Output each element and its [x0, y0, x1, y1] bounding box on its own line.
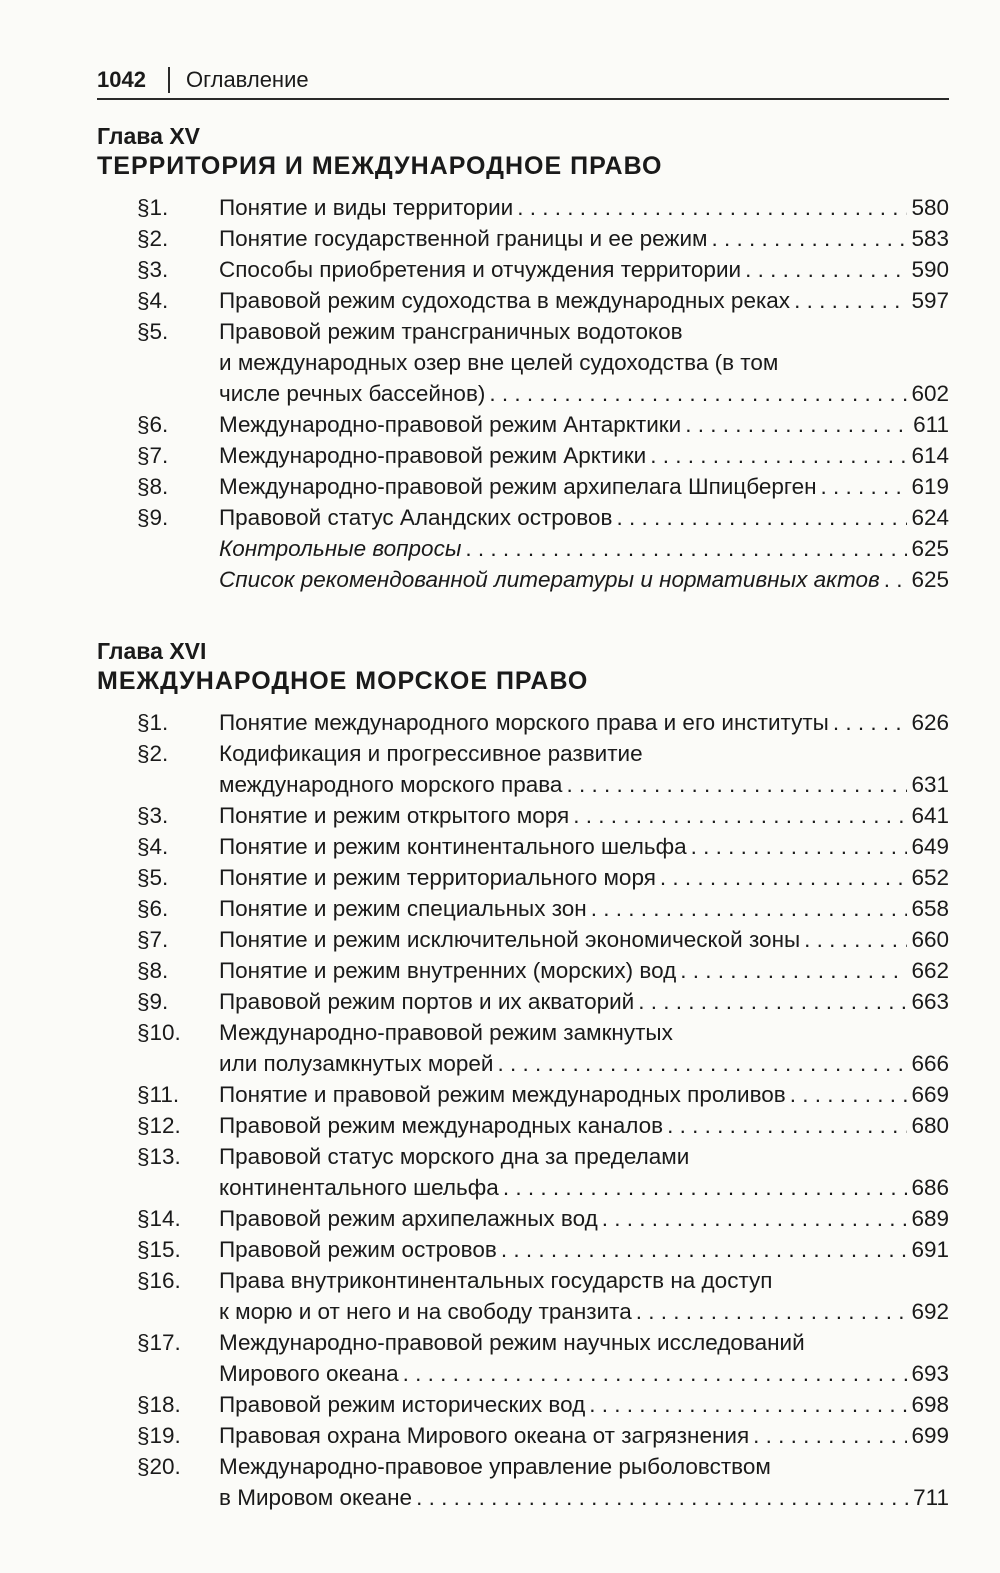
toc-entry-body: [219, 1017, 949, 1079]
toc-entry-number: §6.: [137, 412, 169, 437]
toc-entry-line: [219, 285, 949, 316]
dot-leader: [660, 862, 908, 893]
toc-entry-page: 631: [911, 772, 949, 797]
toc-entry-page: 663: [911, 989, 949, 1014]
toc-entry-number: §4.: [137, 834, 169, 859]
toc-entry-title: Кодификация и прогрессивное развитие: [219, 741, 643, 766]
chapter-title: ТЕРРИТОРИЯ И МЕЖДУНАРОДНОЕ ПРАВО: [97, 152, 663, 180]
toc-entry-page: 611: [913, 412, 949, 437]
toc-entry-number: §8.: [137, 474, 169, 499]
toc-entry-number: §2.: [137, 741, 169, 766]
toc-entry-body: [219, 1389, 949, 1420]
toc-entry-page: 658: [911, 896, 949, 921]
toc-entry-body: [219, 1265, 949, 1327]
chapter-label: Глава XV: [97, 123, 200, 149]
toc-entry-line: [219, 1017, 949, 1048]
toc-entry-line: [219, 471, 949, 502]
toc-entry-title: Понятие и виды территории: [219, 195, 514, 220]
toc-entry-page: 614: [911, 443, 949, 468]
toc-entry-title: Контрольные вопросы: [219, 536, 462, 561]
toc-page: [97, 62, 949, 1513]
toc-entry-body: [219, 893, 949, 924]
toc-entry-line: [219, 1265, 949, 1296]
dot-leader: [517, 192, 907, 223]
toc-entry-title: Международно-правовой режим научных исследований: [219, 1330, 805, 1355]
toc-entry-body: [219, 800, 949, 831]
dot-leader: [712, 223, 908, 254]
toc-entry-title: Понятие и режим территориального моря: [219, 865, 656, 890]
toc-entry-page: 652: [911, 865, 949, 890]
toc-entry-line: [219, 862, 949, 893]
toc-entry-number: §18.: [137, 1392, 181, 1417]
toc-entry-title: Правовой режим островов: [219, 1237, 497, 1262]
toc-entry-page: 692: [911, 1299, 949, 1324]
toc-entry-number: §14.: [137, 1206, 181, 1231]
dot-leader: [465, 533, 907, 564]
toc-entry-body: [219, 533, 949, 564]
toc-entry-page: 686: [911, 1175, 949, 1200]
toc-entry-title: Понятие международного морского права и его институты: [219, 710, 829, 735]
toc-entry-line: [219, 1141, 949, 1172]
toc-entry-line: [219, 254, 949, 285]
dot-leader: [821, 471, 908, 502]
dot-leader: [680, 955, 907, 986]
toc-entry[interactable]: [97, 1203, 949, 1234]
toc-entry-body: [219, 1110, 949, 1141]
dot-leader: [790, 1079, 908, 1110]
toc-entry-line: [219, 1048, 949, 1079]
toc-entry[interactable]: [97, 1141, 949, 1203]
toc-entry-body: [219, 1451, 949, 1513]
toc-entry-number: §9.: [137, 989, 169, 1014]
toc-entry[interactable]: [97, 192, 949, 223]
dot-leader: [691, 831, 908, 862]
toc-entry-title: или полузамкнутых морей: [219, 1051, 494, 1076]
dot-leader: [685, 409, 909, 440]
dot-leader: [650, 440, 907, 471]
toc-entry-title: Правовой статус Аландских островов: [219, 505, 613, 530]
toc-entry-title: к морю и от него и на свободу транзита: [219, 1299, 632, 1324]
toc-entry-line: [219, 924, 949, 955]
toc-entry-page: 662: [911, 958, 949, 983]
toc-entry-title: международного морского права: [219, 772, 563, 797]
toc-entry-number: §2.: [137, 226, 169, 251]
toc-entry-line: [219, 1358, 949, 1389]
toc-entry-body: [219, 409, 949, 440]
toc-entry-page: 669: [911, 1082, 949, 1107]
toc-entry-line: [219, 1203, 949, 1234]
dot-leader: [745, 254, 907, 285]
toc-entry-number: §12.: [137, 1113, 181, 1138]
toc-entry-number: §7.: [137, 443, 169, 468]
toc-entry[interactable]: [97, 502, 949, 533]
toc-entry-number: §10.: [137, 1020, 181, 1045]
toc-entry-page: 602: [911, 381, 949, 406]
toc-entry-line: [219, 347, 949, 378]
toc-entry-title: Правовой режим исторических вод: [219, 1392, 586, 1417]
toc-entry[interactable]: [97, 409, 949, 440]
toc-entry-body: [219, 738, 949, 800]
toc-entry-title: Правовой режим международных каналов: [219, 1113, 664, 1138]
toc-entry-body: [219, 831, 949, 862]
chapter-1: [97, 122, 949, 595]
toc-entry-title: Понятие и правовой режим международных проливов: [219, 1082, 786, 1107]
toc-entry-title: Понятие и режим специальных зон: [219, 896, 587, 921]
toc-entry-page: 641: [911, 803, 949, 828]
toc-entry-page: 626: [911, 710, 949, 735]
dot-leader: [501, 1234, 908, 1265]
toc-entry[interactable]: [97, 440, 949, 471]
toc-entry-body: [219, 707, 949, 738]
toc-entry-line: [219, 986, 949, 1017]
toc-entry-page: 625: [911, 536, 949, 561]
toc-entry[interactable]: [97, 1389, 949, 1420]
toc-entry[interactable]: [97, 1234, 949, 1265]
toc-entry-title: Понятие и режим внутренних (морских) вод: [219, 958, 677, 983]
toc-entry-body: [219, 1327, 949, 1389]
toc-entry-page: 580: [911, 195, 949, 220]
toc-entry-line: [219, 1172, 949, 1203]
toc-entry[interactable]: [97, 955, 949, 986]
dot-leader: [503, 1172, 908, 1203]
toc-entry-number: §11.: [137, 1082, 180, 1107]
toc-entry-line: [219, 1327, 949, 1358]
toc-entry-number: §16.: [137, 1268, 181, 1293]
toc-entry[interactable]: [97, 254, 949, 285]
toc-entry-number: §20.: [137, 1454, 181, 1479]
toc-entry-page: 680: [911, 1113, 949, 1138]
toc-entry[interactable]: [97, 831, 949, 862]
toc-entry-page: 698: [911, 1392, 949, 1417]
toc-entry-line: [219, 409, 949, 440]
toc-entry-line: [219, 1234, 949, 1265]
dot-leader: [638, 986, 907, 1017]
toc-entry-number: §6.: [137, 896, 169, 921]
toc-entry-page: 649: [911, 834, 949, 859]
toc-entry-title: Международно-правовой режим архипелага Шпицберген: [219, 474, 817, 499]
toc-entry[interactable]: [97, 862, 949, 893]
toc-entry-title: Способы приобретения и отчуждения территории: [219, 257, 742, 282]
toc-entry-title: континентального шельфа: [219, 1175, 499, 1200]
toc-entry-page: 597: [911, 288, 949, 313]
chapter-title: МЕЖДУНАРОДНОЕ МОРСКОЕ ПРАВО: [97, 667, 589, 695]
toc-entry-number: §5.: [137, 319, 169, 344]
toc-entry[interactable]: [97, 1079, 949, 1110]
toc-entry-title: Правовой режим трансграничных водотоков: [219, 319, 683, 344]
toc-entry[interactable]: [97, 707, 949, 738]
toc-entry[interactable]: [97, 738, 949, 800]
toc-entry[interactable]: [97, 800, 949, 831]
toc-entry-body: [219, 862, 949, 893]
toc-entry-line: [219, 831, 949, 862]
chapter-2: [97, 637, 949, 1513]
running-head: [97, 62, 949, 100]
toc-entry-body: [219, 254, 949, 285]
toc-entry-page: 689: [911, 1206, 949, 1231]
section-title: Оглавление: [185, 67, 309, 92]
toc-entry-line: [219, 223, 949, 254]
toc-entry-body: [219, 1420, 949, 1451]
toc-entry-body: [219, 1079, 949, 1110]
toc-list: [97, 707, 949, 1513]
toc-entry-title: числе речных бассейнов): [219, 381, 486, 406]
toc-entry-page: 583: [911, 226, 949, 251]
dot-leader: [416, 1482, 909, 1513]
toc-entry-title: Правовая охрана Мирового океана от загрязнения: [219, 1423, 750, 1448]
dot-leader: [489, 378, 907, 409]
toc-entry-line: [219, 1110, 949, 1141]
toc-entry-line: [219, 378, 949, 409]
toc-entry-number: §7.: [137, 927, 169, 952]
toc-entry[interactable]: [97, 285, 949, 316]
toc-entry-line: [219, 1482, 949, 1513]
toc-entry-number: §17.: [137, 1330, 181, 1355]
toc-entry-line: [219, 1451, 949, 1482]
toc-entry-line: [219, 1296, 949, 1327]
toc-entry-title: Понятие государственной границы и ее режим: [219, 226, 708, 251]
toc-entry-page: 693: [911, 1361, 949, 1386]
toc-entry-title: Понятие и режим исключительной экономической зоны: [219, 927, 801, 952]
toc-entry-line: [219, 707, 949, 738]
toc-entry-body: [219, 986, 949, 1017]
chapters-container: [97, 122, 949, 1513]
toc-entry-title: и международных озер вне целей судоходства (в том: [219, 350, 779, 375]
toc-entry-body: [219, 192, 949, 223]
toc-entry-page: 619: [911, 474, 949, 499]
toc-list: [97, 192, 949, 595]
toc-entry-number: §3.: [137, 803, 169, 828]
dot-leader: [667, 1110, 907, 1141]
toc-entry-number: §3.: [137, 257, 169, 282]
toc-entry-page: 691: [911, 1237, 949, 1262]
toc-entry-body: [219, 1141, 949, 1203]
toc-entry-body: [219, 316, 949, 409]
toc-entry-page: 711: [913, 1485, 949, 1510]
toc-entry-number: [97, 533, 219, 564]
toc-entry[interactable]: [97, 564, 949, 595]
toc-entry-body: [219, 1203, 949, 1234]
toc-entry-title: Понятие и режим открытого моря: [219, 803, 570, 828]
toc-entry-body: [219, 440, 949, 471]
toc-entry-number: §1.: [137, 195, 169, 220]
toc-entry-number: §1.: [137, 710, 169, 735]
toc-entry-line: [219, 440, 949, 471]
toc-entry-line: [219, 955, 949, 986]
toc-entry[interactable]: [97, 893, 949, 924]
dot-leader: [566, 769, 907, 800]
toc-entry[interactable]: [97, 1451, 949, 1513]
toc-entry-page: 624: [911, 505, 949, 530]
dot-leader: [884, 564, 908, 595]
dot-leader: [591, 893, 908, 924]
toc-entry-number: §9.: [137, 505, 169, 530]
toc-entry-title: Международно-правовое управление рыболовством: [219, 1454, 771, 1479]
toc-entry-body: [219, 1234, 949, 1265]
toc-entry[interactable]: [97, 1420, 949, 1451]
toc-entry-number: §15.: [137, 1237, 181, 1262]
dot-leader: [589, 1389, 907, 1420]
toc-entry-body: [219, 502, 949, 533]
toc-entry[interactable]: [97, 471, 949, 502]
toc-entry-line: [219, 533, 949, 564]
toc-entry-number: §4.: [137, 288, 169, 313]
toc-entry[interactable]: [97, 533, 949, 564]
toc-entry-title: Мирового океана: [219, 1361, 399, 1386]
chapter-label: Глава XVI: [97, 638, 207, 664]
toc-entry[interactable]: [97, 1265, 949, 1327]
toc-entry-number: §8.: [137, 958, 169, 983]
toc-entry-title: Права внутриконтинентальных государств на доступ: [219, 1268, 773, 1293]
toc-entry[interactable]: [97, 223, 949, 254]
toc-entry-line: [219, 893, 949, 924]
toc-entry[interactable]: [97, 1327, 949, 1389]
toc-entry-body: [219, 924, 949, 955]
toc-entry-line: [219, 1420, 949, 1451]
toc-entry-title: Правовой режим архипелажных вод: [219, 1206, 598, 1231]
toc-entry[interactable]: [97, 316, 949, 409]
toc-entry-body: [219, 564, 949, 595]
dot-leader: [497, 1048, 907, 1079]
toc-entry-title: Международно-правовой режим Антарктики: [219, 412, 682, 437]
dot-leader: [602, 1203, 908, 1234]
toc-entry-page: 590: [911, 257, 949, 282]
page-number: 1042: [97, 67, 146, 92]
toc-entry-number: §13.: [137, 1144, 181, 1169]
toc-entry-body: [219, 471, 949, 502]
toc-entry-title: Правовой режим портов и их акваторий: [219, 989, 635, 1014]
toc-entry-title: Правовой статус морского дна за пределами: [219, 1144, 690, 1169]
dot-leader: [804, 924, 907, 955]
dot-leader: [794, 285, 907, 316]
toc-entry-title: Понятие и режим континентального шельфа: [219, 834, 687, 859]
dot-leader: [753, 1420, 907, 1451]
toc-entry-number: §5.: [137, 865, 169, 890]
toc-entry-number: [97, 564, 219, 595]
toc-entry-title: Международно-правовой режим замкнутых: [219, 1020, 673, 1045]
toc-entry-line: [219, 738, 949, 769]
toc-entry-line: [219, 192, 949, 223]
toc-entry-line: [219, 1389, 949, 1420]
toc-entry-line: [219, 1079, 949, 1110]
toc-entry-page: 625: [911, 567, 949, 592]
dot-leader: [833, 707, 908, 738]
toc-entry-body: [219, 285, 949, 316]
toc-entry[interactable]: [97, 986, 949, 1017]
dot-leader: [403, 1358, 908, 1389]
dot-leader: [616, 502, 907, 533]
toc-entry-line: [219, 564, 949, 595]
header-divider: [168, 67, 170, 93]
toc-entry[interactable]: [97, 1017, 949, 1079]
toc-entry-number: §19.: [137, 1423, 181, 1448]
toc-entry-title: Правовой режим судоходства в международных реках: [219, 288, 791, 313]
dot-leader: [636, 1296, 908, 1327]
toc-entry-title: Международно-правовой режим Арктики: [219, 443, 647, 468]
toc-entry-body: [219, 223, 949, 254]
toc-entry-title: в Мировом океане: [219, 1485, 413, 1510]
toc-entry-body: [219, 955, 949, 986]
toc-entry-line: [219, 316, 949, 347]
toc-entry-page: 699: [911, 1423, 949, 1448]
toc-entry[interactable]: [97, 924, 949, 955]
toc-entry-page: 660: [911, 927, 949, 952]
toc-entry-line: [219, 800, 949, 831]
toc-entry-page: 666: [911, 1051, 949, 1076]
toc-entry[interactable]: [97, 1110, 949, 1141]
toc-entry-line: [219, 769, 949, 800]
toc-entry-title: Список рекомендованной литературы и нормативных актов: [219, 567, 880, 592]
toc-entry-line: [219, 502, 949, 533]
dot-leader: [573, 800, 907, 831]
